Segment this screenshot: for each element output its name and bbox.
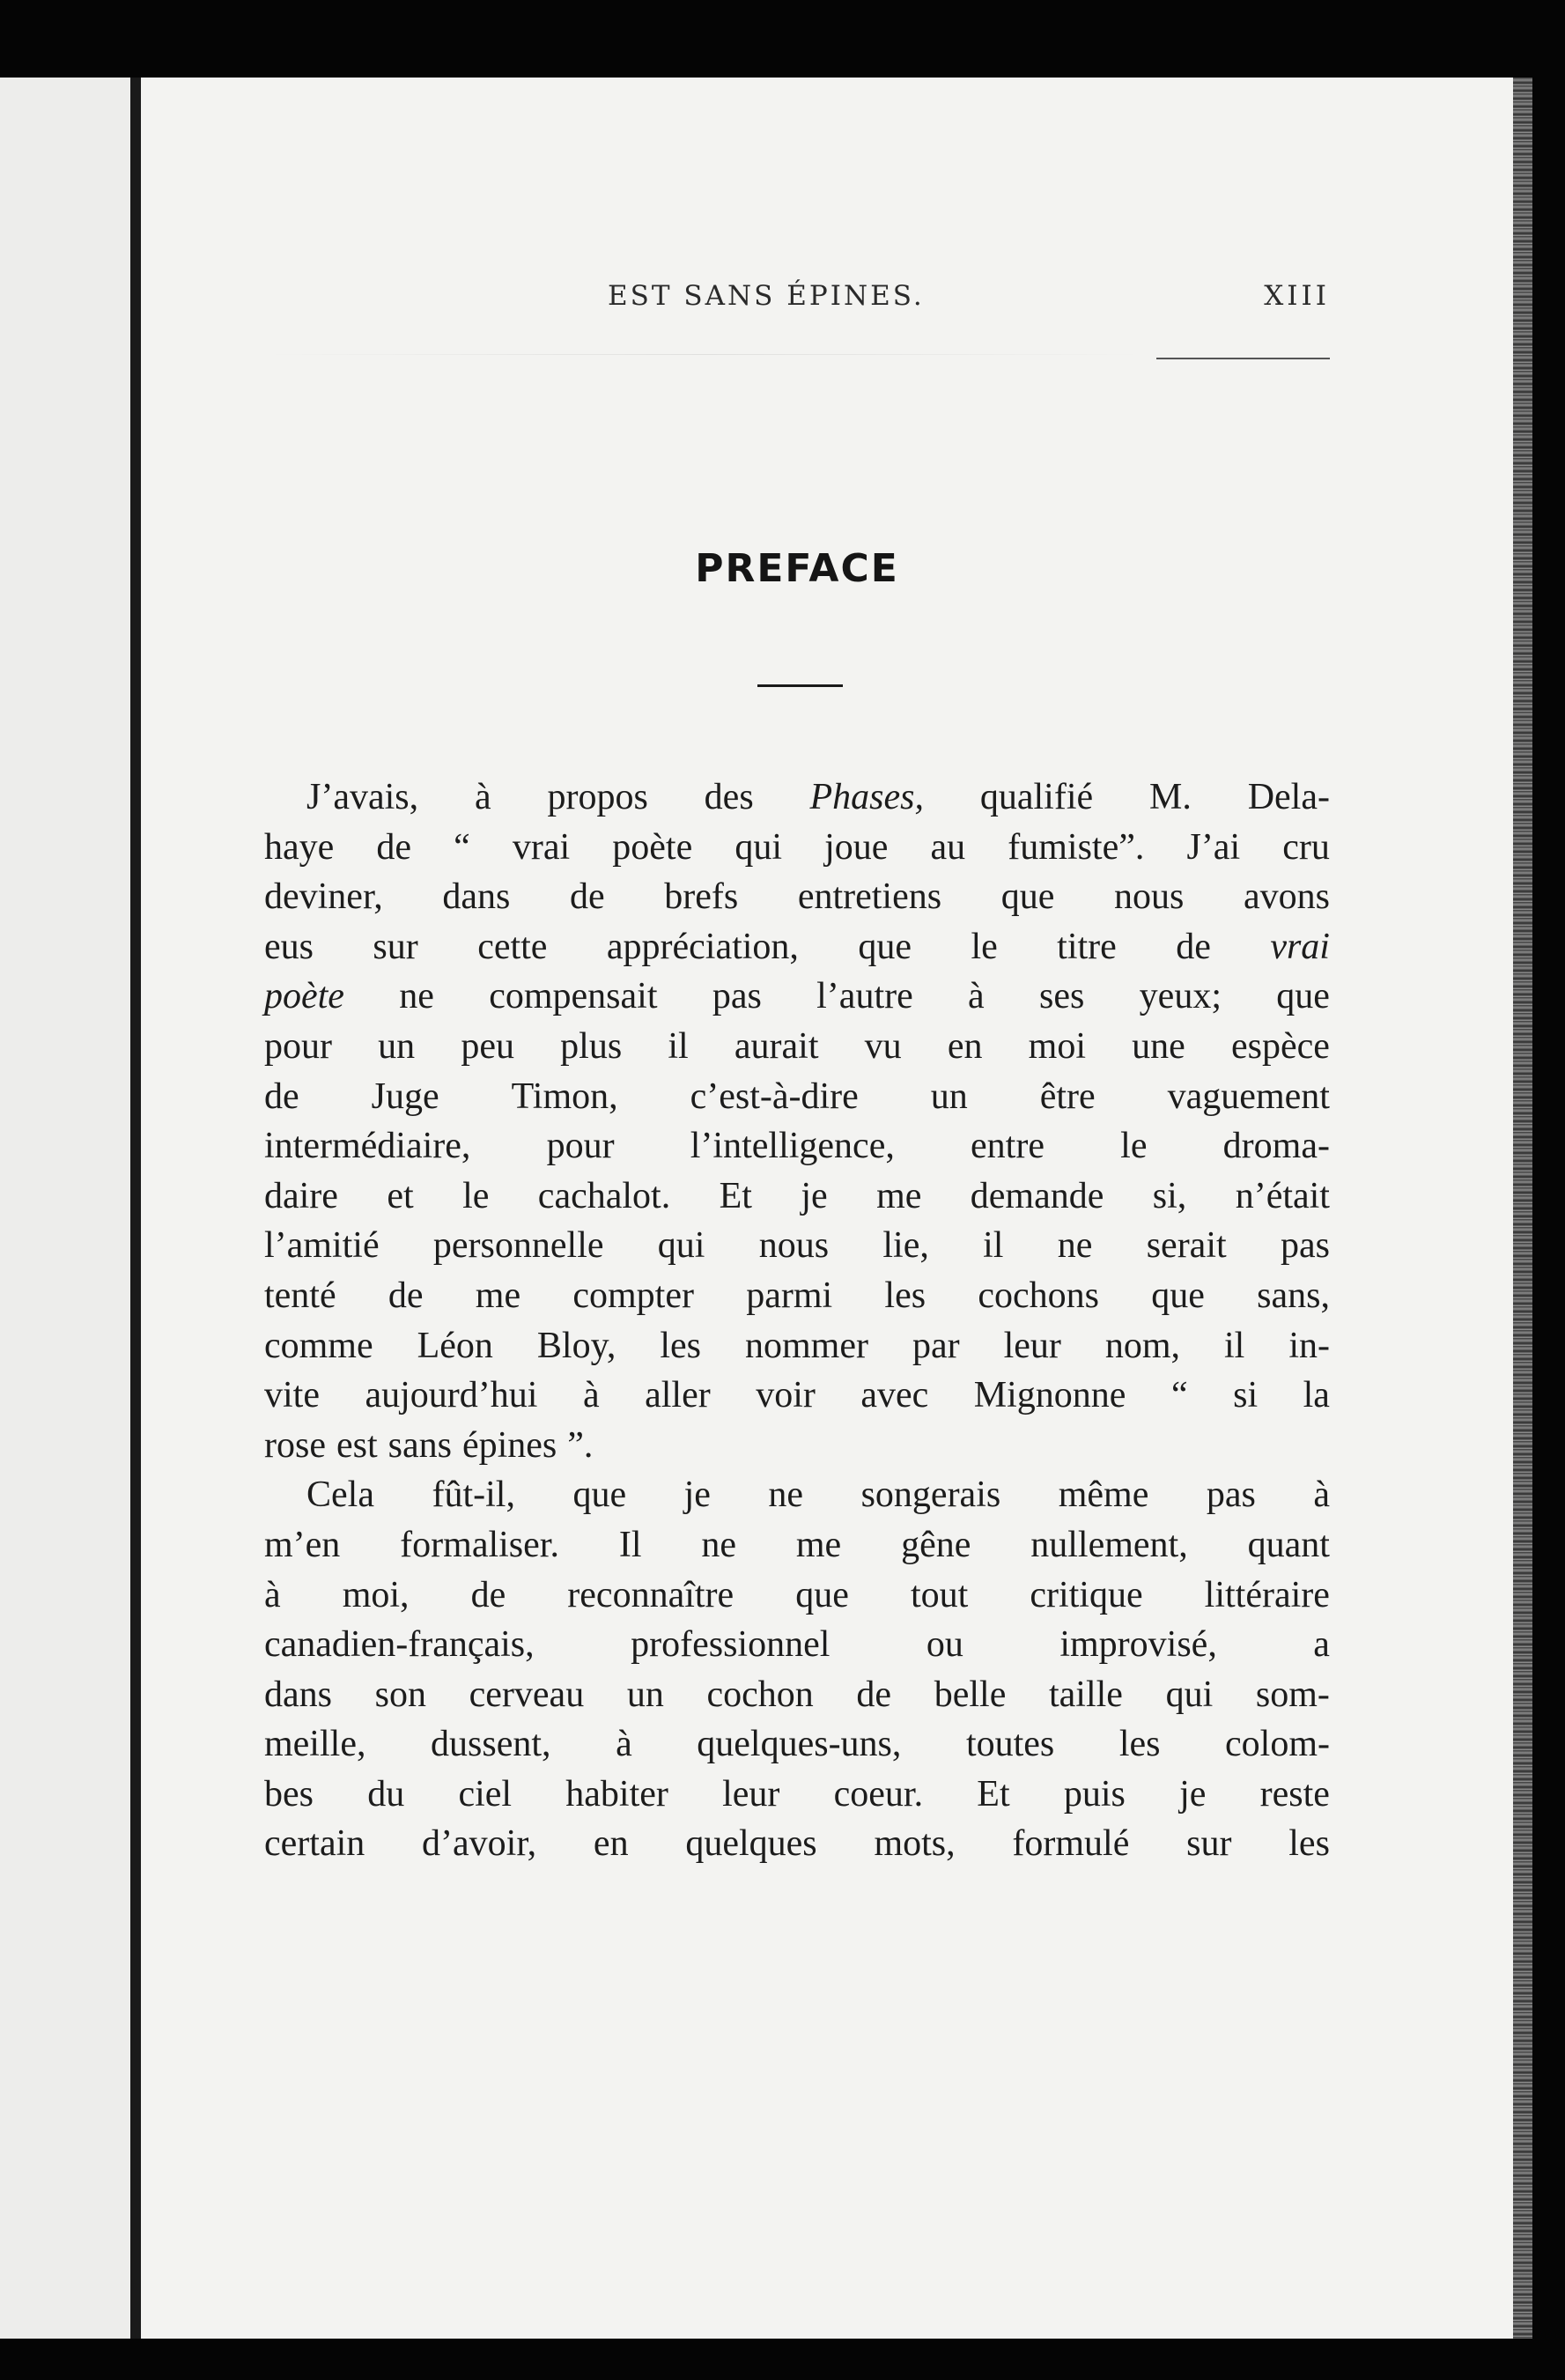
text-line: vite aujourd’hui à aller voir avec Mignonne “ si la — [264, 1375, 1330, 1416]
text-line: bes du ciel habiter leur coeur. Et puis je reste — [264, 1773, 1330, 1815]
text-line: Cela fût-il, que je ne songerais même pas à — [306, 1475, 1330, 1516]
body-text — [264, 772, 1330, 1869]
header-rule — [1156, 358, 1330, 359]
text-line: à moi, de reconnaître que tout critique littéraire — [264, 1574, 1330, 1615]
text-line: meille, dussent, à quelques-uns, toutes les colom- — [264, 1724, 1330, 1765]
text-line: eus sur cette appréciation, que le titre de vrai — [264, 926, 1330, 967]
text-line: haye de “ vrai poète qui joue au fumiste”. J’ai cru — [264, 826, 1330, 868]
page-number: XIII — [1264, 280, 1330, 312]
scan-bottom-border — [0, 2339, 1565, 2380]
text-line: m’en formaliser. Il ne me gêne nullement, quant — [264, 1524, 1330, 1565]
text-line: rose est sans épines ”. — [264, 1424, 594, 1466]
header-faint-rule — [264, 354, 1145, 355]
page-stack-edge — [1513, 78, 1532, 2341]
text-line: intermédiaire, pour l’intelligence, entre le droma- — [264, 1126, 1330, 1167]
running-head-title: EST SANS ÉPINES. — [608, 280, 925, 312]
text-line: de Juge Timon, c’est-à-dire un être vaguement — [264, 1075, 1330, 1117]
text-line: pour un peu plus il aurait vu en moi une espèce — [264, 1025, 1330, 1067]
scan-top-border — [0, 0, 1565, 79]
section-heading: PREFACE — [695, 546, 899, 591]
text-line: daire et le cachalot. Et je me demande si, n’était — [264, 1175, 1330, 1216]
binding-gutter — [130, 78, 141, 2341]
scan-right-border — [1532, 78, 1565, 2341]
text-line: poète ne compensait pas l’autre à ses yeux; que — [264, 976, 1330, 1017]
text-line: canadien-français, professionnel ou improvisé, a — [264, 1624, 1330, 1666]
heading-rule — [757, 684, 843, 687]
text-line: dans son cerveau un cochon de belle taille qui som- — [264, 1674, 1330, 1715]
text-line: deviner, dans de brefs entretiens que nous avons — [264, 876, 1330, 918]
text-line: l’amitié personnelle qui nous lie, il ne serait pas — [264, 1225, 1330, 1267]
text-line: J’avais, à propos des Phases, qualifié M. Dela- — [306, 777, 1330, 817]
facing-page-edge — [0, 78, 130, 2341]
text-line: tenté de me compter parmi les cochons que sans, — [264, 1275, 1330, 1316]
running-head — [264, 280, 1330, 324]
text-line: comme Léon Bloy, les nommer par leur nom, il in- — [264, 1325, 1330, 1366]
text-line: certain d’avoir, en quelques mots, formulé sur les — [264, 1823, 1330, 1865]
